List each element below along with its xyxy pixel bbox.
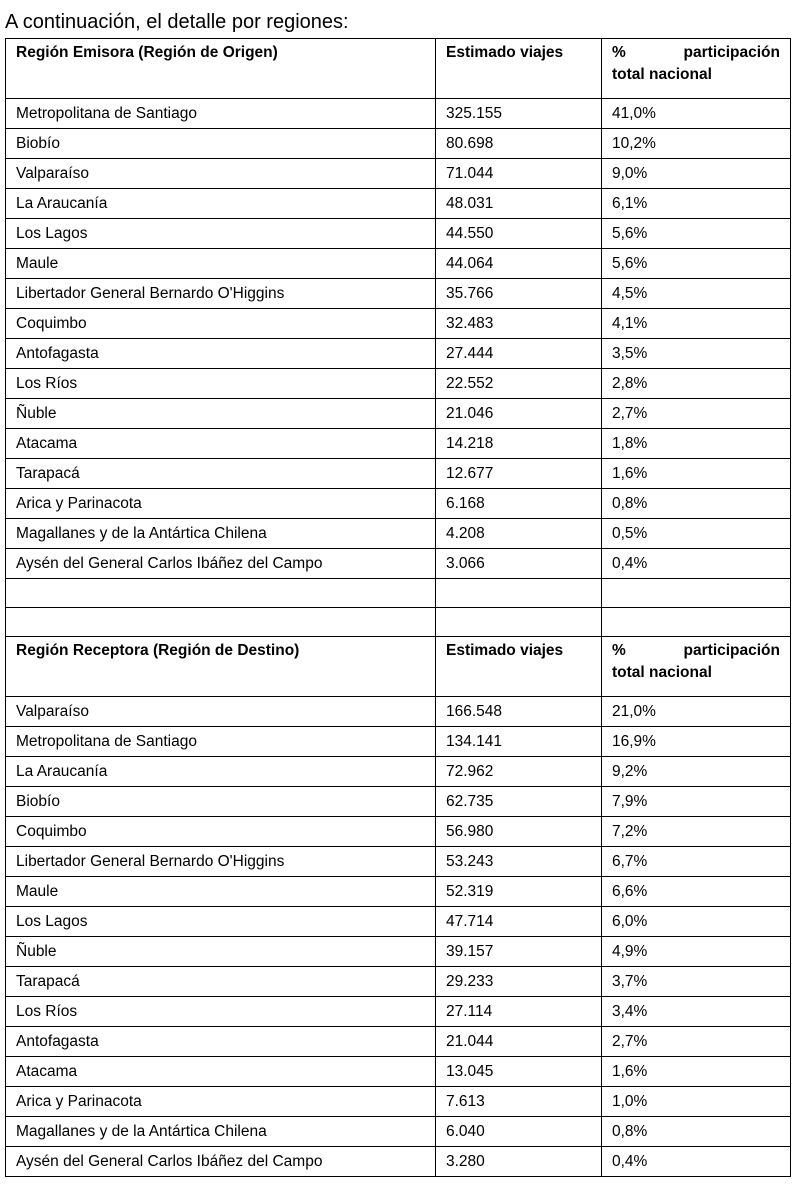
destination-row <box>6 757 791 787</box>
destination-row <box>6 1117 791 1147</box>
destination-row <box>6 787 791 817</box>
origin-row <box>6 549 791 579</box>
origin-cell-region: Magallanes y de la Antártica Chilena <box>6 519 436 549</box>
origin-cell-share: 41,0% <box>602 99 791 129</box>
destination-cell-region: Antofagasta <box>6 1027 436 1057</box>
origin-row <box>6 489 791 519</box>
origin-cell-trips: 3.066 <box>436 549 602 579</box>
origin-cell-region: Arica y Parinacota <box>6 489 436 519</box>
destination-row <box>6 907 791 937</box>
origin-cell-share: 5,6% <box>602 249 791 279</box>
destination-cell-region: Coquimbo <box>6 817 436 847</box>
origin-cell-region: Biobío <box>6 129 436 159</box>
destination-cell-share: 6,0% <box>602 907 791 937</box>
origin-header-trips: Estimado viajes <box>436 39 602 99</box>
origin-cell-trips: 14.218 <box>436 429 602 459</box>
destination-row <box>6 1057 791 1087</box>
destination-cell-region: Libertador General Bernardo O'Higgins <box>6 847 436 877</box>
destination-cell-share: 6,7% <box>602 847 791 877</box>
origin-cell-share: 1,8% <box>602 429 791 459</box>
regions-table-body <box>6 39 791 1177</box>
regions-table <box>5 38 791 1177</box>
origin-cell-trips: 44.550 <box>436 219 602 249</box>
destination-cell-share: 16,9% <box>602 727 791 757</box>
origin-row <box>6 459 791 489</box>
origin-cell-region: Libertador General Bernardo O'Higgins <box>6 279 436 309</box>
destination-cell-region: Maule <box>6 877 436 907</box>
destination-row <box>6 847 791 877</box>
destination-cell-region: Tarapacá <box>6 967 436 997</box>
destination-row <box>6 1147 791 1177</box>
origin-header-share-total: total nacional <box>612 66 712 83</box>
destination-row <box>6 817 791 847</box>
intro-text: A continuación, el detalle por regiones: <box>5 11 349 33</box>
destination-header-share-total: total nacional <box>612 664 712 681</box>
blank-cell <box>602 608 791 637</box>
origin-row <box>6 519 791 549</box>
destination-cell-region: Atacama <box>6 1057 436 1087</box>
destination-row <box>6 1027 791 1057</box>
destination-cell-trips: 29.233 <box>436 967 602 997</box>
destination-row <box>6 1087 791 1117</box>
destination-cell-region: Arica y Parinacota <box>6 1087 436 1117</box>
blank-cell <box>6 608 436 637</box>
origin-cell-region: Atacama <box>6 429 436 459</box>
destination-cell-trips: 134.141 <box>436 727 602 757</box>
destination-cell-trips: 47.714 <box>436 907 602 937</box>
destination-cell-region: Biobío <box>6 787 436 817</box>
origin-cell-share: 9,0% <box>602 159 791 189</box>
destination-cell-region: Ñuble <box>6 937 436 967</box>
origin-cell-region: Valparaíso <box>6 159 436 189</box>
destination-cell-region: Metropolitana de Santiago <box>6 727 436 757</box>
destination-cell-share: 1,6% <box>602 1057 791 1087</box>
origin-cell-trips: 35.766 <box>436 279 602 309</box>
destination-cell-trips: 6.040 <box>436 1117 602 1147</box>
destination-row <box>6 997 791 1027</box>
origin-cell-region: Los Ríos <box>6 369 436 399</box>
origin-row <box>6 129 791 159</box>
origin-cell-share: 0,5% <box>602 519 791 549</box>
origin-cell-region: Antofagasta <box>6 339 436 369</box>
origin-row <box>6 339 791 369</box>
destination-cell-share: 3,7% <box>602 967 791 997</box>
destination-cell-trips: 72.962 <box>436 757 602 787</box>
origin-cell-share: 5,6% <box>602 219 791 249</box>
origin-cell-region: Maule <box>6 249 436 279</box>
destination-cell-region: Magallanes y de la Antártica Chilena <box>6 1117 436 1147</box>
destination-cell-share: 2,7% <box>602 1027 791 1057</box>
origin-row <box>6 309 791 339</box>
destination-cell-trips: 27.114 <box>436 997 602 1027</box>
origin-header-share-word: participación <box>683 44 780 61</box>
destination-cell-share: 7,2% <box>602 817 791 847</box>
destination-cell-share: 0,8% <box>602 1117 791 1147</box>
origin-row <box>6 429 791 459</box>
destination-cell-trips: 7.613 <box>436 1087 602 1117</box>
destination-cell-share: 3,4% <box>602 997 791 1027</box>
blank-separator-row <box>6 579 791 608</box>
origin-cell-trips: 12.677 <box>436 459 602 489</box>
destination-cell-trips: 56.980 <box>436 817 602 847</box>
blank-cell <box>602 579 791 608</box>
origin-cell-share: 4,5% <box>602 279 791 309</box>
origin-row <box>6 399 791 429</box>
destination-row <box>6 877 791 907</box>
destination-header-region: Región Receptora (Región de Destino) <box>6 637 436 697</box>
origin-row <box>6 189 791 219</box>
origin-cell-share: 0,4% <box>602 549 791 579</box>
destination-cell-share: 0,4% <box>602 1147 791 1177</box>
origin-header-region: Región Emisora (Región de Origen) <box>6 39 436 99</box>
destination-header-share-word: participación <box>683 642 780 659</box>
destination-cell-trips: 21.044 <box>436 1027 602 1057</box>
destination-cell-share: 21,0% <box>602 697 791 727</box>
origin-cell-trips: 48.031 <box>436 189 602 219</box>
destination-header-share-symbol: % <box>612 642 626 659</box>
destination-cell-region: Los Lagos <box>6 907 436 937</box>
origin-cell-share: 0,8% <box>602 489 791 519</box>
origin-cell-share: 4,1% <box>602 309 791 339</box>
origin-header-row <box>6 39 791 99</box>
blank-cell <box>6 579 436 608</box>
origin-row <box>6 249 791 279</box>
origin-cell-trips: 325.155 <box>436 99 602 129</box>
destination-header-trips: Estimado viajes <box>436 637 602 697</box>
destination-row <box>6 697 791 727</box>
origin-row <box>6 219 791 249</box>
origin-cell-region: Los Lagos <box>6 219 436 249</box>
origin-cell-trips: 71.044 <box>436 159 602 189</box>
origin-cell-share: 3,5% <box>602 339 791 369</box>
origin-row <box>6 159 791 189</box>
destination-cell-trips: 166.548 <box>436 697 602 727</box>
origin-cell-trips: 21.046 <box>436 399 602 429</box>
destination-cell-share: 4,9% <box>602 937 791 967</box>
origin-cell-trips: 22.552 <box>436 369 602 399</box>
origin-cell-trips: 4.208 <box>436 519 602 549</box>
destination-cell-trips: 52.319 <box>436 877 602 907</box>
origin-cell-share: 2,7% <box>602 399 791 429</box>
origin-cell-trips: 32.483 <box>436 309 602 339</box>
origin-cell-share: 2,8% <box>602 369 791 399</box>
blank-cell <box>436 579 602 608</box>
origin-header-share-symbol: % <box>612 44 626 61</box>
blank-separator-row <box>6 608 791 637</box>
destination-cell-trips: 3.280 <box>436 1147 602 1177</box>
destination-cell-trips: 53.243 <box>436 847 602 877</box>
blank-cell <box>436 608 602 637</box>
origin-cell-share: 6,1% <box>602 189 791 219</box>
origin-row <box>6 369 791 399</box>
destination-cell-share: 7,9% <box>602 787 791 817</box>
origin-cell-trips: 80.698 <box>436 129 602 159</box>
origin-cell-share: 1,6% <box>602 459 791 489</box>
destination-cell-share: 9,2% <box>602 757 791 787</box>
destination-cell-trips: 39.157 <box>436 937 602 967</box>
destination-cell-region: Los Ríos <box>6 997 436 1027</box>
destination-cell-region: Aysén del General Carlos Ibáñez del Campo <box>6 1147 436 1177</box>
origin-cell-region: Tarapacá <box>6 459 436 489</box>
destination-cell-share: 1,0% <box>602 1087 791 1117</box>
origin-cell-share: 10,2% <box>602 129 791 159</box>
destination-row <box>6 967 791 997</box>
origin-cell-region: Coquimbo <box>6 309 436 339</box>
origin-cell-region: La Araucanía <box>6 189 436 219</box>
destination-row <box>6 937 791 967</box>
destination-header-share <box>602 637 791 697</box>
destination-cell-trips: 13.045 <box>436 1057 602 1087</box>
destination-row <box>6 727 791 757</box>
origin-header-share <box>602 39 791 99</box>
destination-cell-region: La Araucanía <box>6 757 436 787</box>
origin-cell-trips: 6.168 <box>436 489 602 519</box>
destination-cell-trips: 62.735 <box>436 787 602 817</box>
destination-cell-region: Valparaíso <box>6 697 436 727</box>
destination-header-row <box>6 637 791 697</box>
origin-cell-trips: 27.444 <box>436 339 602 369</box>
origin-cell-region: Ñuble <box>6 399 436 429</box>
origin-cell-region: Aysén del General Carlos Ibáñez del Campo <box>6 549 436 579</box>
origin-cell-trips: 44.064 <box>436 249 602 279</box>
destination-cell-share: 6,6% <box>602 877 791 907</box>
origin-cell-region: Metropolitana de Santiago <box>6 99 436 129</box>
origin-row <box>6 99 791 129</box>
origin-row <box>6 279 791 309</box>
